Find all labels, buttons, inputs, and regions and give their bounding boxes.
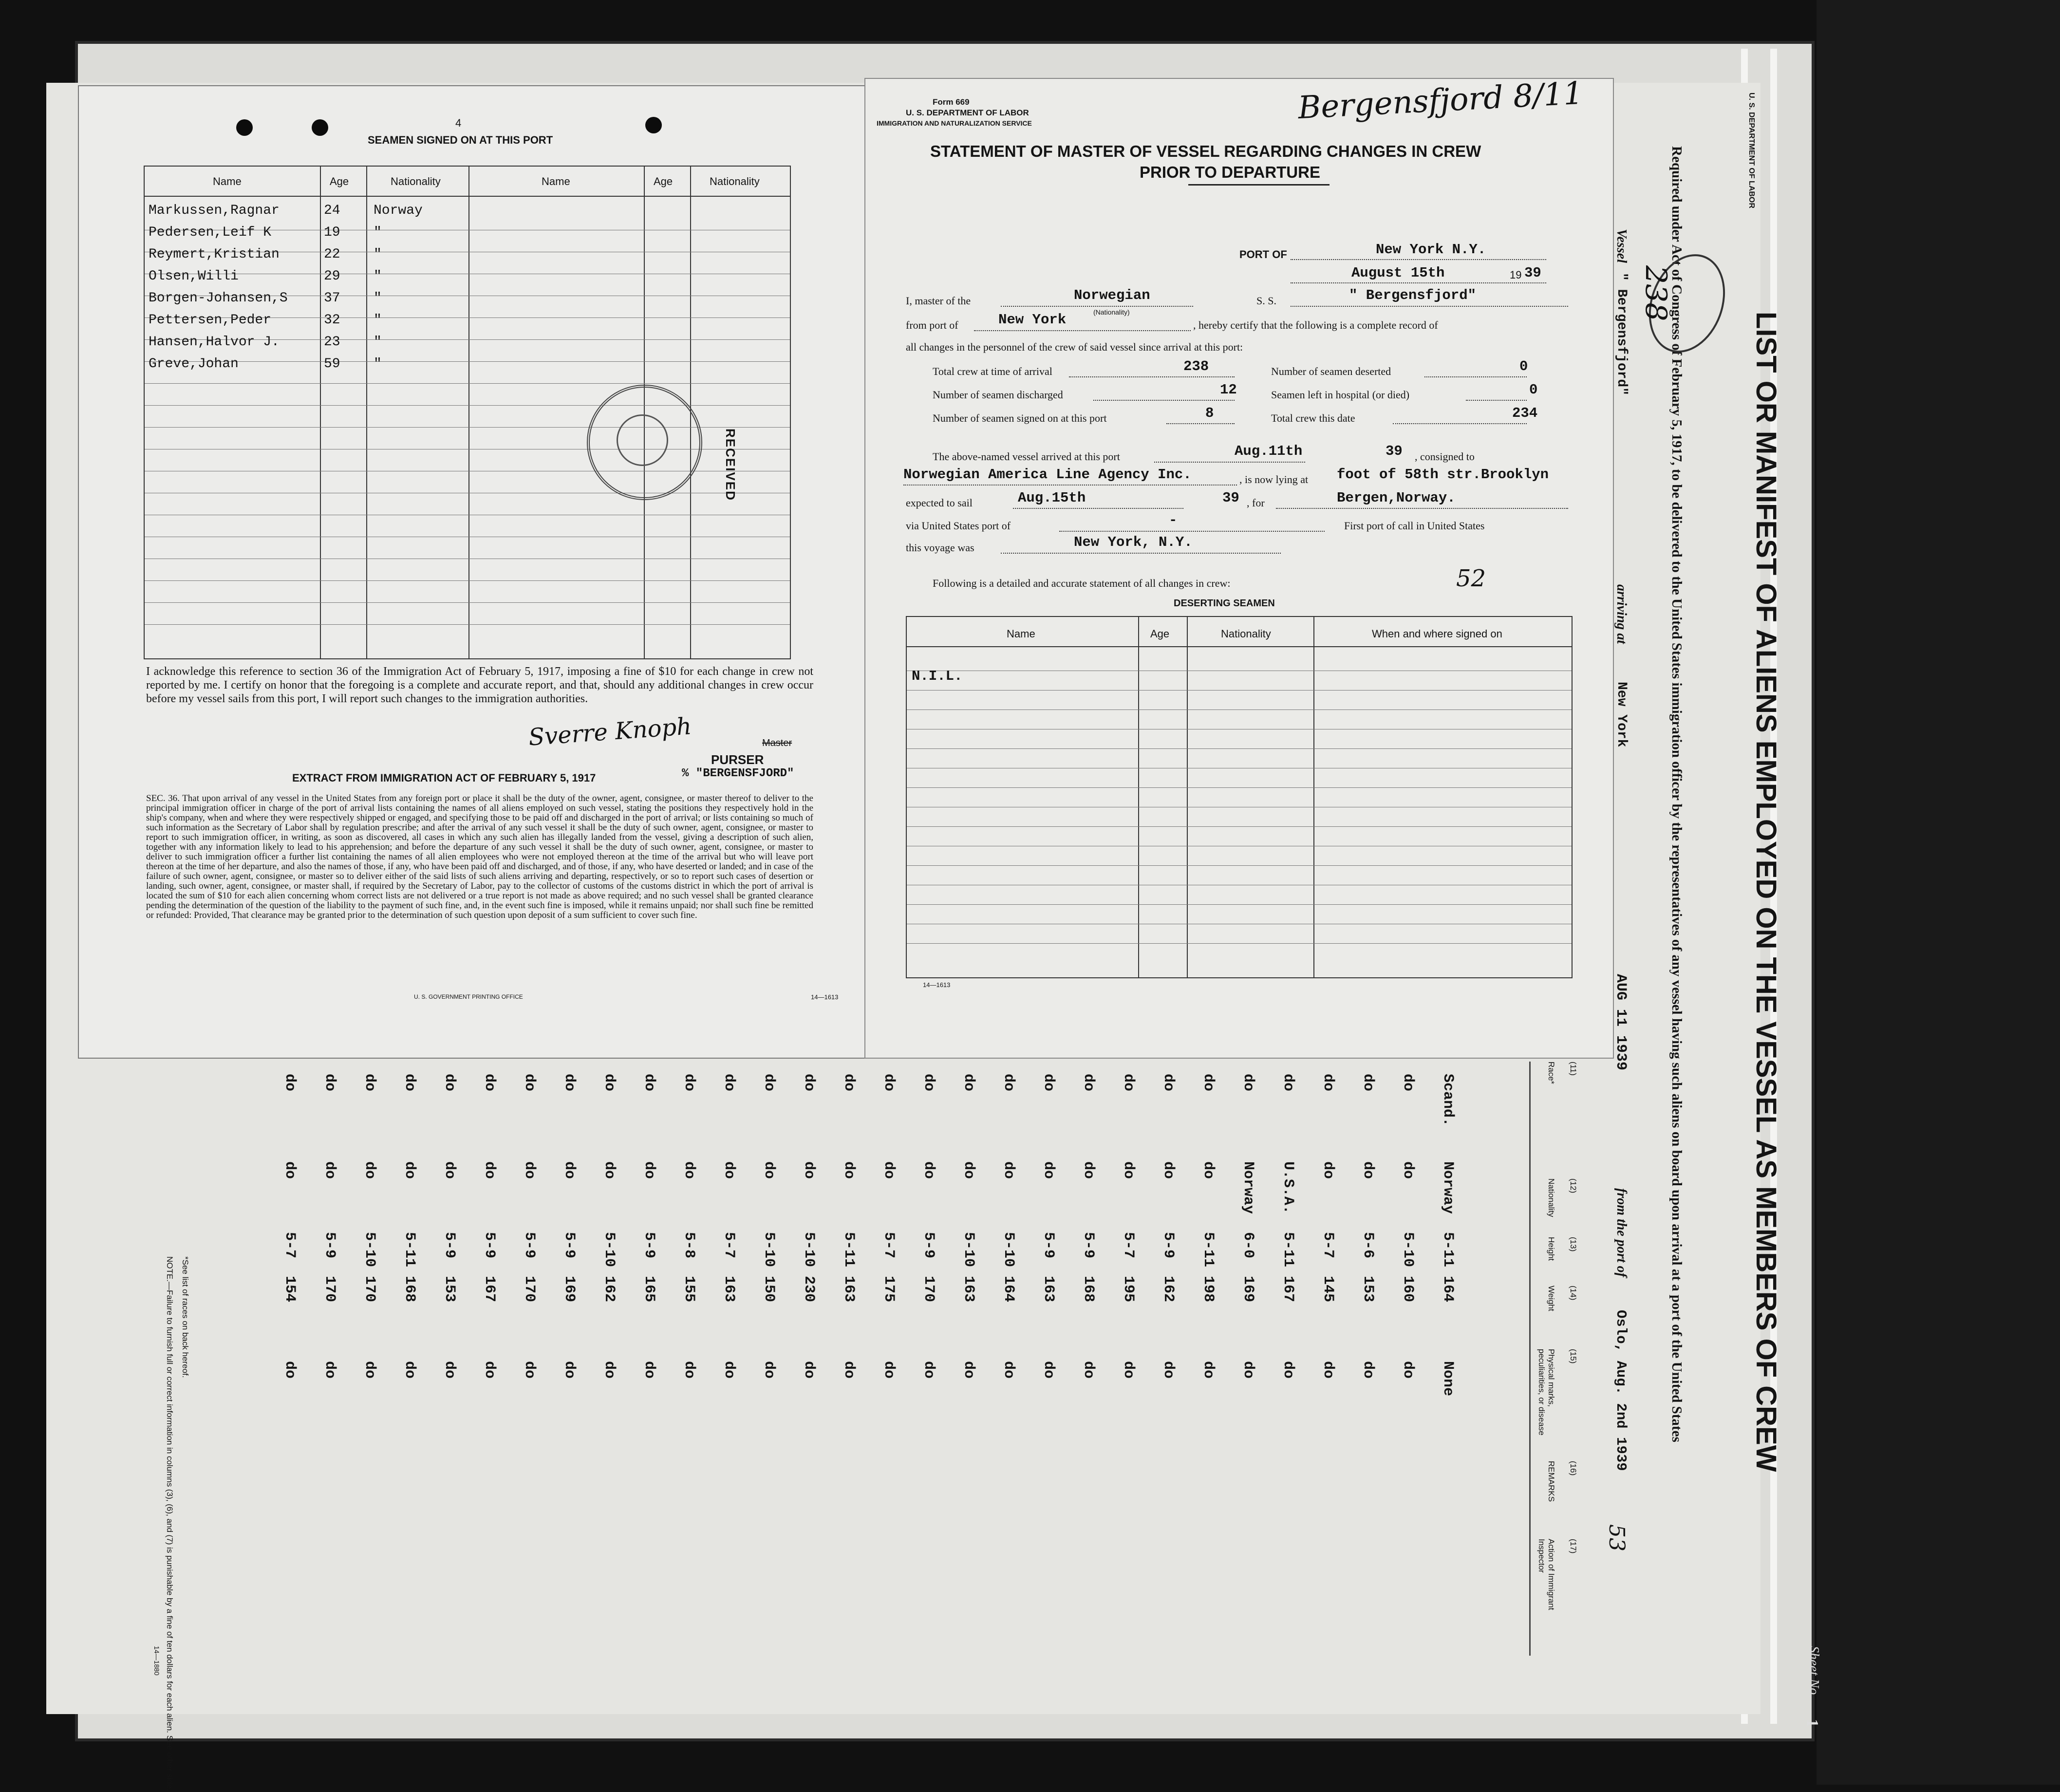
weight-value: 167 — [481, 1276, 498, 1303]
manifest-header-rule — [1529, 1062, 1531, 1656]
height-value: 5-10 — [801, 1232, 817, 1268]
crew-name: Borgen-Johansen,S — [149, 291, 288, 306]
weight-value: 195 — [1120, 1276, 1137, 1303]
crew-nationality: " — [374, 225, 382, 240]
race-value: do — [1120, 1074, 1137, 1092]
weight-value: 170 — [920, 1276, 937, 1303]
height-value: 5-11 — [1280, 1232, 1296, 1268]
dept-label: U. S. DEPARTMENT OF LABOR — [906, 108, 1029, 117]
marks-value: do — [561, 1361, 578, 1379]
race-value: do — [1160, 1074, 1177, 1092]
nationality-value: do — [1080, 1161, 1097, 1179]
crew-age: 19 — [324, 225, 340, 240]
weight-value: 198 — [1200, 1276, 1217, 1303]
destination-value: Bergen,Norway. — [1337, 490, 1456, 506]
height-value: 5-11 — [401, 1232, 418, 1268]
year-prefix: 19 — [1510, 269, 1522, 281]
d-col-nationality: Nationality — [1221, 628, 1271, 640]
nationality-value: do — [721, 1161, 737, 1179]
race-value: do — [281, 1074, 298, 1092]
race-value: do — [1080, 1074, 1097, 1092]
weight-value: 168 — [401, 1276, 418, 1303]
sail-year-value: 39 — [1222, 490, 1239, 506]
vessel-label: Vessel — [1614, 229, 1629, 263]
extract-title: EXTRACT FROM IMMIGRATION ACT OF FEBRUARY 5, 1917 — [292, 772, 596, 784]
crew-nationality: " — [374, 269, 382, 284]
nationality-caption: (Nationality) — [1093, 308, 1130, 316]
marks-value: do — [401, 1361, 418, 1379]
marks-value: do — [721, 1361, 737, 1379]
nationality-value: do — [1120, 1161, 1137, 1179]
height-value: 5-9 — [1160, 1232, 1177, 1259]
sheet-label: Sheet No. — [1806, 1646, 1821, 1699]
column-header: Height — [1547, 1237, 1556, 1261]
first-port-label: First port of call in United States — [1344, 520, 1485, 532]
date-value: August 15th — [1351, 265, 1445, 281]
marks-value: do — [801, 1361, 817, 1379]
marks-value: do — [880, 1361, 897, 1379]
race-value: do — [1200, 1074, 1217, 1092]
weight-value: 170 — [321, 1276, 338, 1303]
master-of-label: I, master of the — [906, 295, 971, 307]
weight-value: 164 — [1000, 1276, 1017, 1303]
via-value: - — [1169, 512, 1178, 528]
weight-value: 155 — [681, 1276, 697, 1303]
marks-value: do — [1280, 1361, 1296, 1379]
weight-value: 164 — [1440, 1276, 1456, 1303]
marks-value: do — [601, 1361, 618, 1379]
column-number: (11) — [1569, 1062, 1578, 1076]
manifest-dept: U. S. DEPARTMENT OF LABOR — [1747, 93, 1756, 208]
arriving-label: arriving at — [1614, 584, 1629, 644]
weight-value: 160 — [1400, 1276, 1416, 1303]
nationality-value: do — [441, 1161, 458, 1179]
weight-value: 169 — [561, 1276, 578, 1303]
column-header: Weight — [1547, 1286, 1556, 1311]
nationality-value: do — [561, 1161, 578, 1179]
race-value: do — [761, 1074, 777, 1092]
height-value: 5-11 — [1200, 1232, 1217, 1268]
marks-value: do — [481, 1361, 498, 1379]
race-value: do — [401, 1074, 418, 1092]
weight-value: 230 — [801, 1276, 817, 1303]
nationality-value: do — [401, 1161, 418, 1179]
form-number: Form 669 — [933, 97, 970, 107]
height-value: 5-7 — [281, 1232, 298, 1259]
height-value: 5-11 — [841, 1232, 857, 1268]
following-text: Following is a detailed and accurate statement of all changes in crew: — [933, 577, 1231, 589]
from-port-manifest: Oslo, Aug. 2nd 1939 — [1613, 1310, 1629, 1471]
crew-age: 59 — [324, 356, 340, 372]
race-value: do — [801, 1074, 817, 1092]
column-header: Physical marks, peculiarities, or disease — [1537, 1349, 1556, 1436]
nationality-value: do — [1160, 1161, 1177, 1179]
race-value: do — [481, 1074, 498, 1092]
nationality-value: do — [601, 1161, 618, 1179]
certify-text: , hereby certify that the following is a complete record of — [1193, 319, 1438, 331]
location-value: foot of 58th str.Brooklyn — [1337, 467, 1549, 483]
total-crew-arrival-value: 238 — [1183, 358, 1209, 374]
handwritten-count: 238 — [1639, 265, 1673, 321]
marks-value: do — [641, 1361, 657, 1379]
expected-label: expected to sail — [906, 497, 973, 509]
total-today-value: 234 — [1512, 405, 1538, 421]
height-value: 5-8 — [681, 1232, 697, 1259]
total-today-label: Total crew this date — [1271, 412, 1355, 424]
height-value: 5-10 — [361, 1232, 378, 1268]
nationality-value: do — [880, 1161, 897, 1179]
hospital-label: Seamen left in hospital (or died) — [1271, 389, 1410, 401]
lying-label: , is now lying at — [1239, 473, 1309, 485]
handwritten-52: 52 — [1456, 565, 1486, 592]
printing-office: U. S. GOVERNMENT PRINTING OFFICE — [414, 993, 523, 1000]
weight-value: 163 — [721, 1276, 737, 1303]
height-value: 5-9 — [441, 1232, 458, 1259]
weight-value: 162 — [1160, 1276, 1177, 1303]
column-header: Action of Immigrant Inspector — [1537, 1539, 1556, 1610]
col-header-name: Name — [213, 175, 242, 187]
race-value: Scand. — [1440, 1074, 1456, 1127]
nationality-value: do — [321, 1161, 338, 1179]
port-label: PORT OF — [1239, 248, 1287, 261]
nationality-value: do — [761, 1161, 777, 1179]
col-header-age: Age — [330, 175, 349, 187]
deserting-title: DESERTING SEAMEN — [1174, 598, 1275, 609]
marks-value: do — [1400, 1361, 1416, 1379]
col-header-name-2: Name — [542, 175, 570, 187]
marks-value: do — [841, 1361, 857, 1379]
weight-value: 163 — [841, 1276, 857, 1303]
marks-value: None — [1440, 1361, 1456, 1397]
marks-value: do — [761, 1361, 777, 1379]
consigned-label: , consigned to — [1415, 450, 1475, 463]
weight-value: 168 — [1080, 1276, 1097, 1303]
nationality-value: do — [1040, 1161, 1057, 1179]
nationality-value: Norwegian — [1074, 287, 1150, 303]
nationality-value: do — [1320, 1161, 1336, 1179]
page-number: 4 — [455, 117, 462, 129]
height-value: 5-9 — [561, 1232, 578, 1259]
marks-value: do — [281, 1361, 298, 1379]
race-value: do — [561, 1074, 578, 1092]
column-number: (16) — [1569, 1461, 1578, 1476]
purser-stamp: PURSER — [711, 752, 764, 767]
received-seal — [587, 385, 702, 500]
race-value: do — [681, 1074, 697, 1092]
height-value: 5-10 — [1000, 1232, 1017, 1268]
race-value: do — [1000, 1074, 1017, 1092]
from-port-label-manifest: from the port of — [1614, 1188, 1629, 1277]
race-value: do — [1360, 1074, 1376, 1092]
weight-value: 153 — [1360, 1276, 1376, 1303]
height-value: 5-6 — [1360, 1232, 1376, 1259]
arriving-value: New York — [1614, 682, 1629, 747]
race-value: do — [880, 1074, 897, 1092]
marks-value: do — [1240, 1361, 1256, 1379]
marks-value: do — [1000, 1361, 1017, 1379]
punch-hole — [645, 117, 662, 133]
height-value: 6-0 — [1240, 1232, 1256, 1259]
handwritten-vessel: Bergensfjord 8/11 — [1297, 75, 1584, 127]
footnote-note: NOTE.—Failure to furnish full or correct information in columns (3), (6), and (7) is punishable by a fine of ten dollars for each alien. See other side. — [165, 1256, 174, 1791]
nationality-value: do — [681, 1161, 697, 1179]
received-stamp-text: RECEIVED — [723, 429, 738, 501]
height-value: 5-9 — [641, 1232, 657, 1259]
crew-age: 23 — [324, 335, 340, 350]
marks-value: do — [361, 1361, 378, 1379]
column-header: Race* — [1547, 1062, 1556, 1084]
via-label: via United States port of — [906, 520, 1011, 532]
marks-value: do — [521, 1361, 538, 1379]
race-value: do — [1320, 1074, 1336, 1092]
footnote-races: *See list of races on back hereof. — [181, 1256, 190, 1378]
crew-age: 22 — [324, 247, 340, 262]
weight-value: 169 — [1240, 1276, 1256, 1303]
nationality-value: U.S.A. — [1280, 1161, 1296, 1214]
race-value: do — [1240, 1074, 1256, 1092]
crew-age: 32 — [324, 313, 340, 328]
col-header-nationality: Nationality — [391, 175, 441, 187]
marks-value: do — [1200, 1361, 1217, 1379]
marks-value: do — [1120, 1361, 1137, 1379]
nationality-value: do — [920, 1161, 937, 1179]
vessel-value: " Bergensfjord" — [1614, 273, 1629, 396]
weight-value: 153 — [441, 1276, 458, 1303]
race-value: do — [721, 1074, 737, 1092]
race-value: do — [1280, 1074, 1296, 1092]
voyage-label: this voyage was — [906, 541, 974, 554]
weight-value: 175 — [880, 1276, 897, 1303]
handwritten-53: 53 — [1604, 1524, 1629, 1551]
weight-value: 145 — [1320, 1276, 1336, 1303]
from-port-label: from port of — [906, 319, 958, 331]
nil-value: N.I.L. — [912, 668, 963, 684]
height-value: 5-9 — [521, 1232, 538, 1259]
crew-name: Reymert,Kristian — [149, 247, 280, 262]
column-number: (17) — [1569, 1539, 1578, 1554]
weight-value: 163 — [960, 1276, 977, 1303]
sheet-number: 1 — [1803, 1719, 1821, 1727]
punch-hole — [236, 119, 253, 136]
weight-value: 150 — [761, 1276, 777, 1303]
weight-value: 162 — [601, 1276, 618, 1303]
statement-subtitle: PRIOR TO DEPARTURE — [1140, 163, 1320, 181]
d-col-age: Age — [1150, 628, 1170, 640]
marks-value: do — [1040, 1361, 1057, 1379]
signed-on-value: 8 — [1205, 405, 1214, 421]
nationality-value: do — [960, 1161, 977, 1179]
race-value: do — [920, 1074, 937, 1092]
weight-value: 154 — [281, 1276, 298, 1303]
service-label: IMMIGRATION AND NATURALIZATION SERVICE — [877, 119, 1032, 127]
height-value: 5-9 — [481, 1232, 498, 1259]
marks-value: do — [1160, 1361, 1177, 1379]
marks-value: do — [321, 1361, 338, 1379]
height-value: 5-11 — [1440, 1232, 1456, 1268]
extract-text: SEC. 36. That upon arrival of any vessel in the United States from any foreign port or place it shall be the duty of the owner, agent, consignee, or master thereof to deliver to the principal immigration officer in charge of the port of arrival lists containing the names of all aliens employed on such vessel, stating the positions they respectively hold in the ship's company, when and where they were respectively shipped or engaged, and specifying those to be paid off and discharged in the port of arrival; or lists containing so much of such information as the Secretary of Labor shall by regulation prescribe; and after the arrival of any such vessel it shall be the duty of such owner, agent, consignee, or master to report to such immigration officer, in writing, as soon as discovered, all cases in which any such alien has illegally landed from the vessel, giving a description of such alien, together with any information likely to lead to his apprehension; and before the departure of any such vessel it shall be the duty of such owner, agent, consignee, or master to deliver to such immigration officer a further list containing the names of all alien employees who were not employed thereon at the time of the arrival but who will leave port thereon at the time of her departure, and also the names of those, if any, who have been paid off and discharged, and of those, if any, who have deserted or landed; and in case of the failure of such owner, agent, consignee, or master so to deliver either of the said lists of such aliens arriving and departing, respectively, or so to report such cases of desertion or landing, such owner, agent, consignee, or master shall, if required by the Secretary of Labor, pay to the collector of customs of the customs district in which the port of arrival is located the sum of $10 for each alien concerning whom correct lists are not delivered or a true report is not made as above required; and no such vessel shall be granted clearance pending the determination of the question of the liability to the payment of such fine, and, in the event such fine is imposed, while it remains unpaid; nor shall such fine be remitted or refunded: Provided, That clearance may be granted prior to the determination of such question upon deposit of a sum sufficient to cover such fine. — [146, 793, 813, 920]
crew-name: Pedersen,Leif K — [149, 225, 272, 240]
ship-value: " Bergensfjord" — [1349, 287, 1477, 303]
nationality-value: do — [841, 1161, 857, 1179]
right-form-code: 14—1613 — [923, 981, 951, 989]
punch-hole — [312, 119, 328, 136]
race-value: do — [960, 1074, 977, 1092]
nationality-value: do — [641, 1161, 657, 1179]
crew-age: 37 — [324, 291, 340, 306]
d-col-when: When and where signed on — [1372, 628, 1502, 640]
nationality-value: do — [1200, 1161, 1217, 1179]
column-header: REMARKS — [1547, 1461, 1556, 1502]
discharged-value: 12 — [1220, 382, 1237, 398]
race-value: do — [841, 1074, 857, 1092]
arrived-label: The above-named vessel arrived at this port — [933, 450, 1120, 463]
crew-nationality: " — [374, 313, 382, 328]
col-header-nationality-2: Nationality — [710, 175, 760, 187]
marks-value: do — [1360, 1361, 1376, 1379]
manifest-subtitle: Required under Act of Congress of February 5, 1917, to be delivered to the United States immigration officer by the representatives of any vessel having such aliens on board upon arrival at a port of the United States — [1669, 146, 1685, 1442]
nationality-value: Norway — [1240, 1161, 1256, 1214]
weight-value: 165 — [641, 1276, 657, 1303]
marks-value: do — [920, 1361, 937, 1379]
height-value: 5-10 — [960, 1232, 977, 1268]
race-value: do — [1040, 1074, 1057, 1092]
manifest-title: LIST OR MANIFEST OF ALIENS EMPLOYED ON THE VESSEL AS MEMBERS OF CREW — [1750, 312, 1782, 1472]
column-number: (14) — [1569, 1286, 1578, 1301]
weight-value: 163 — [1040, 1276, 1057, 1303]
nationality-value: do — [281, 1161, 298, 1179]
crew-name: Olsen,Willi — [149, 269, 239, 284]
changes-text: all changes in the personnel of the crew of said vessel since arrival at this port: — [906, 341, 1243, 353]
crew-nationality: " — [374, 291, 382, 306]
weight-value: 170 — [361, 1276, 378, 1303]
crew-nationality: Norway — [374, 203, 423, 218]
race-value: do — [321, 1074, 338, 1092]
col-header-age-2: Age — [654, 175, 673, 187]
discharged-label: Number of seamen discharged — [933, 389, 1063, 401]
arrived-value: Aug.11th — [1235, 443, 1303, 459]
height-value: 5-7 — [1320, 1232, 1336, 1259]
deserted-label: Number of seamen deserted — [1271, 365, 1391, 377]
height-value: 5-10 — [601, 1232, 618, 1268]
from-port-value: New York — [998, 312, 1067, 328]
ss-label: S. S. — [1256, 295, 1276, 307]
height-value: 5-7 — [880, 1232, 897, 1259]
dark-edge — [1817, 0, 2060, 1785]
nationality-value: do — [1400, 1161, 1416, 1179]
arrival-date-stamp: AUG 11 1939 — [1612, 974, 1629, 1071]
marks-value: do — [681, 1361, 697, 1379]
year-value: 39 — [1524, 265, 1541, 281]
nationality-value: do — [481, 1161, 498, 1179]
crew-nationality: " — [374, 247, 382, 262]
deserting-seamen-table — [906, 616, 1573, 978]
acknowledgment-text: I acknowledge this reference to section 36 of the Immigration Act of February 5, 1917, imposing a fine of $10 for each change in crew not reported by me. I certify on honor that the foregoing is a complete and accurate report, and that, should any additional changes in crew occur before my vessel sails from this port, I will report such changes to the immigration authorities. — [146, 665, 813, 705]
d-col-name: Name — [1007, 628, 1035, 640]
race-value: do — [441, 1074, 458, 1092]
crew-nationality: " — [374, 356, 382, 372]
crew-name: Greve,Johan — [149, 356, 239, 372]
agency-value: Norwegian America Line Agency Inc. — [903, 467, 1192, 483]
nationality-value: do — [361, 1161, 378, 1179]
column-number: (12) — [1569, 1178, 1578, 1194]
race-value: do — [1400, 1074, 1416, 1092]
weight-value: 170 — [521, 1276, 538, 1303]
crew-name: Pettersen,Peder — [149, 313, 272, 328]
height-value: 5-9 — [1080, 1232, 1097, 1259]
crew-nationality: " — [374, 335, 382, 350]
nationality-value: do — [1360, 1161, 1376, 1179]
race-value: do — [521, 1074, 538, 1092]
height-value: 5-7 — [721, 1232, 737, 1259]
master-signature: Sverre Knoph — [527, 712, 693, 751]
height-value: 5-9 — [321, 1232, 338, 1259]
column-number: (13) — [1569, 1237, 1578, 1252]
marks-value: do — [1320, 1361, 1336, 1379]
section-title: SEAMEN SIGNED ON AT THIS PORT — [368, 134, 553, 146]
marks-value: do — [960, 1361, 977, 1379]
total-crew-arrival-label: Total crew at time of arrival — [933, 365, 1052, 377]
for-label: , for — [1247, 497, 1265, 509]
weight-value: 167 — [1280, 1276, 1296, 1303]
height-value: 5-7 — [1120, 1232, 1137, 1259]
race-value: do — [601, 1074, 618, 1092]
arrived-year: 39 — [1386, 443, 1403, 459]
height-value: 5-9 — [920, 1232, 937, 1259]
crew-name: Markussen,Ragnar — [149, 203, 280, 218]
master-label: Master — [762, 738, 792, 748]
nationality-value: Norway — [1440, 1161, 1456, 1214]
crew-age: 29 — [324, 269, 340, 284]
first-port-value: New York, N.Y. — [1074, 534, 1193, 550]
manifest-form-code: 14—1880 — [153, 1646, 161, 1676]
crew-name: Hansen,Halvor J. — [149, 335, 280, 350]
title-underline — [1188, 184, 1330, 186]
height-value: 5-9 — [1040, 1232, 1057, 1259]
marks-value: do — [441, 1361, 458, 1379]
column-number: (15) — [1569, 1349, 1578, 1364]
statement-title: STATEMENT OF MASTER OF VESSEL REGARDING CHANGES IN CREW — [930, 142, 1481, 160]
left-form-code: 14—1613 — [811, 993, 839, 1001]
deserted-value: 0 — [1519, 358, 1528, 374]
purser-vessel: % "BERGENSFJORD" — [682, 767, 794, 780]
race-value: do — [641, 1074, 657, 1092]
hospital-value: 0 — [1529, 382, 1538, 398]
height-value: 5-10 — [761, 1232, 777, 1268]
race-value: do — [361, 1074, 378, 1092]
nationality-value: do — [801, 1161, 817, 1179]
signed-on-label: Number of seamen signed on at this port — [933, 412, 1107, 424]
height-value: 5-10 — [1400, 1232, 1416, 1268]
sail-date-value: Aug.15th — [1018, 490, 1086, 506]
column-header: Nationality — [1547, 1178, 1556, 1217]
marks-value: do — [1080, 1361, 1097, 1379]
crew-age: 24 — [324, 203, 340, 218]
nationality-value: do — [521, 1161, 538, 1179]
port-value: New York N.Y. — [1376, 242, 1486, 258]
nationality-value: do — [1000, 1161, 1017, 1179]
